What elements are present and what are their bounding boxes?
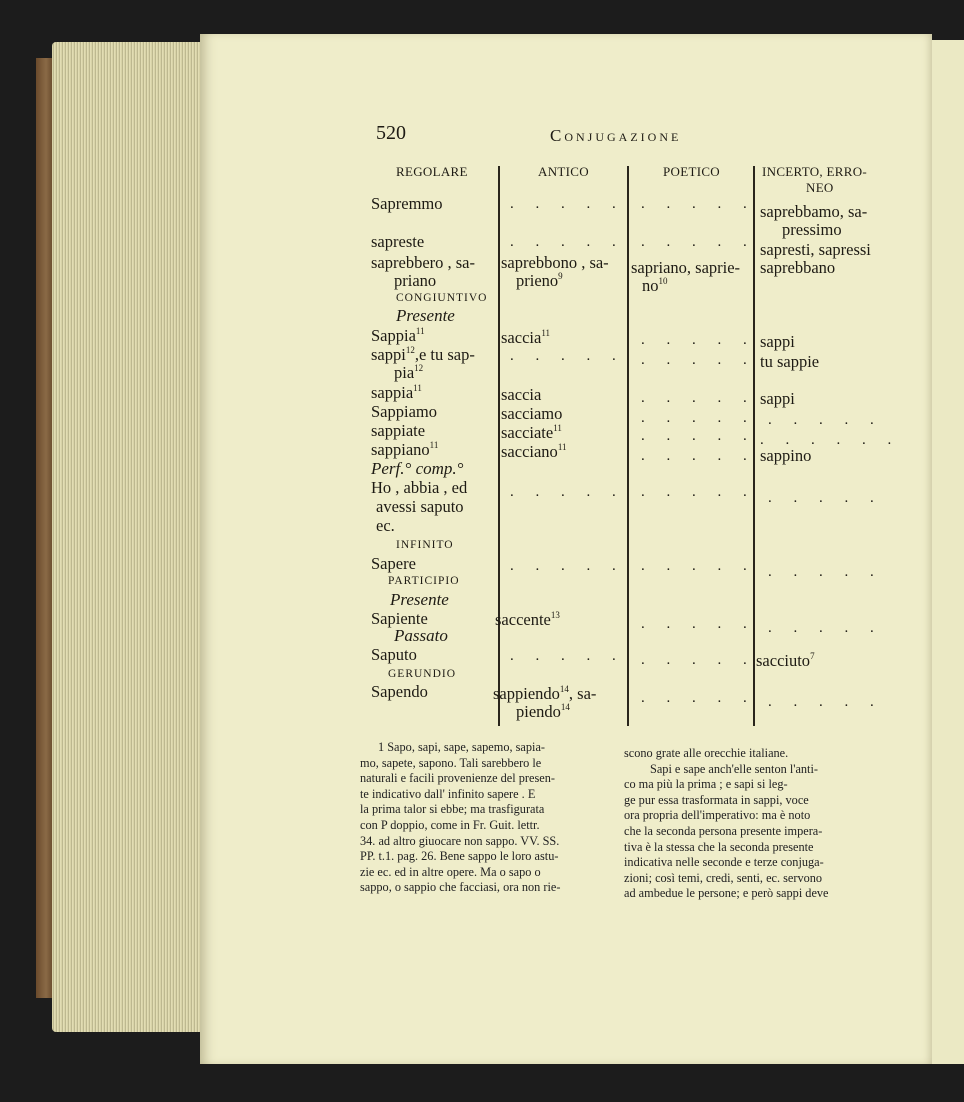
cell: sappia$^{11}$ — [371, 383, 422, 402]
cell: tu sappie — [760, 352, 820, 371]
dots: . . . . . — [510, 196, 625, 212]
cell: sappi$^{12}$,e tu sap- — [371, 345, 475, 364]
note-line: zioni; così temi, credi, senti, ec. servono — [624, 870, 823, 885]
note-line: sappo, o sappio che facciasi, ora non rie- — [360, 880, 561, 895]
cell: sacciuto$^7$ — [756, 651, 815, 670]
dots: . . . . . — [641, 690, 756, 706]
cell: sappino — [760, 446, 812, 465]
facing-page — [930, 40, 964, 1064]
cell: sappi — [760, 332, 795, 351]
dots: . . . . . — [510, 558, 625, 574]
footnote-right — [624, 746, 829, 902]
dots: . . . . . — [510, 648, 625, 664]
cell: sapreste — [371, 232, 425, 251]
cell: saprebbano — [760, 258, 836, 277]
note-line: scono grate alle orecchie italiane. — [624, 746, 789, 760]
cell: Sappia$^{11}$ — [371, 326, 425, 345]
dots: . . . . . — [641, 616, 756, 632]
note-line: tiva è la stessa che la seconda presente — [624, 839, 814, 854]
page-edges — [52, 42, 204, 1032]
dots: . . . . . — [641, 428, 756, 444]
col-header-regolare: REGOLARE — [396, 164, 468, 179]
note-line: indicativa nelle seconde e terze conjuga- — [624, 855, 824, 870]
note-line: la prima talor si ebbe; ma trasfigurata — [360, 802, 545, 817]
cell: sacciate$^{11}$ — [501, 423, 562, 442]
cell: Saputo — [371, 645, 417, 664]
note-line: co ma più la prima ; e sapi si leg- — [624, 777, 788, 792]
cell: saprebbono , sa- — [501, 253, 609, 272]
page-title: Conjugazione — [550, 126, 682, 145]
dots: . . . . . — [510, 348, 625, 364]
dots: . . . . . — [641, 652, 756, 668]
dots: . . . . . — [641, 390, 756, 406]
cell: saccia — [501, 385, 542, 404]
cell: Sapiente — [371, 609, 428, 628]
cell: prieno$^9$ — [516, 271, 563, 290]
cell: Sappiamo — [371, 402, 437, 421]
dots: . . . . . — [641, 332, 756, 348]
cell: sappiendo$^{14}$, sa- — [493, 684, 597, 703]
cell: Sapremmo — [371, 194, 443, 213]
page-number: 520 — [376, 122, 406, 144]
cell: priano — [394, 271, 437, 290]
cell: Ho , abbia , ed — [371, 478, 468, 497]
cell: Sapendo — [371, 682, 428, 701]
note-line: ge pur essa trasformata in sappi, voce — [624, 792, 809, 807]
cell: saprebbero , sa- — [371, 253, 475, 272]
note-line: che la seconda persona presente impera- — [624, 823, 823, 838]
dots: . . . . . — [510, 484, 625, 500]
section-label: CONGIUNTIVO — [396, 292, 488, 304]
cell: ec. — [376, 516, 395, 535]
cell: sacciamo — [501, 404, 563, 423]
column-rule — [498, 166, 500, 726]
dots: . . . . . — [641, 484, 756, 500]
dots: . . . . . — [641, 558, 756, 574]
note-line: mo, sapete, sapono. Tali sarebbero le — [360, 755, 542, 770]
note-line: ad ambedue le persone; e però sappi deve — [624, 886, 829, 901]
book-page — [200, 34, 932, 1064]
dots: . . . . . . — [760, 432, 901, 448]
cell: saccia$^{11}$ — [501, 328, 550, 347]
note-line: te indicativo dall' infinito sapere . E — [360, 786, 536, 801]
dots: . . . . . — [768, 564, 883, 580]
cell: $no^{10}$ — [642, 276, 668, 295]
subsection-label: Passato — [394, 626, 448, 645]
subsection-label: Presente — [390, 590, 449, 609]
note-line: con P doppio, come in Fr. Guit. lettr. — [360, 817, 540, 832]
col-header-poetico: POETICO — [663, 164, 720, 179]
dots: . . . . . — [641, 234, 756, 250]
dots: . . . . . — [768, 490, 883, 506]
cell: pressimo — [782, 220, 842, 239]
dots: . . . . . — [641, 410, 756, 426]
subsection-label: Perf.° comp.° — [371, 459, 464, 478]
cell: saprebbamo, sa- — [760, 202, 868, 221]
section-label: PARTICIPIO — [388, 575, 460, 587]
dots: . . . . . — [641, 448, 756, 464]
dots: . . . . . — [768, 620, 883, 636]
cell: sappiate — [371, 421, 426, 440]
note-line: zie ec. ed in altre opere. Ma o sapo o — [360, 864, 541, 879]
note-line: Sapi e sape anch'elle senton l'anti- — [650, 761, 818, 776]
cell: saccente$^{13}$ — [495, 610, 560, 629]
cell: sappiano$^{11}$ — [371, 440, 439, 459]
footnote-left — [360, 740, 560, 896]
col-header-antico: ANTICO — [538, 164, 589, 179]
dots: . . . . . — [641, 196, 756, 212]
cell: sapriano, saprie- — [631, 258, 741, 277]
note-line: naturali e facili provenienze del presen- — [360, 771, 555, 786]
cell: sapresti, sapressi — [760, 240, 871, 259]
cell: pia$^{12}$ — [394, 363, 424, 382]
section-label: GERUNDIO — [388, 668, 457, 680]
cell: avessi saputo — [376, 497, 464, 516]
note-line: 1 Sapo, sapi, sape, sapemo, sapia- — [378, 740, 545, 754]
cell: sappi — [760, 389, 795, 408]
section-label: INFINITO — [396, 539, 454, 551]
dots: . . . . . — [768, 412, 883, 428]
note-line: 34. ad altro giuocare non sappo. VV. SS. — [360, 833, 560, 848]
col-header-incerto-2: NEO — [806, 180, 834, 195]
cell: sacciano$^{11}$ — [501, 442, 567, 461]
note-line: ora propria dell'imperativo: ma è noto — [624, 808, 811, 823]
subsection-label: Presente — [396, 306, 455, 325]
cell: Sapere — [371, 554, 416, 573]
dots: . . . . . — [641, 352, 756, 368]
dots: . . . . . — [768, 694, 883, 710]
dots: . . . . . — [510, 234, 625, 250]
note-line: PP. t.1. pag. 26. Bene sappo le loro astu- — [360, 849, 559, 864]
column-rule — [627, 166, 629, 726]
cell: piendo$^{14}$ — [516, 702, 570, 721]
col-header-incerto: INCERTO, ERRO- — [762, 164, 868, 179]
